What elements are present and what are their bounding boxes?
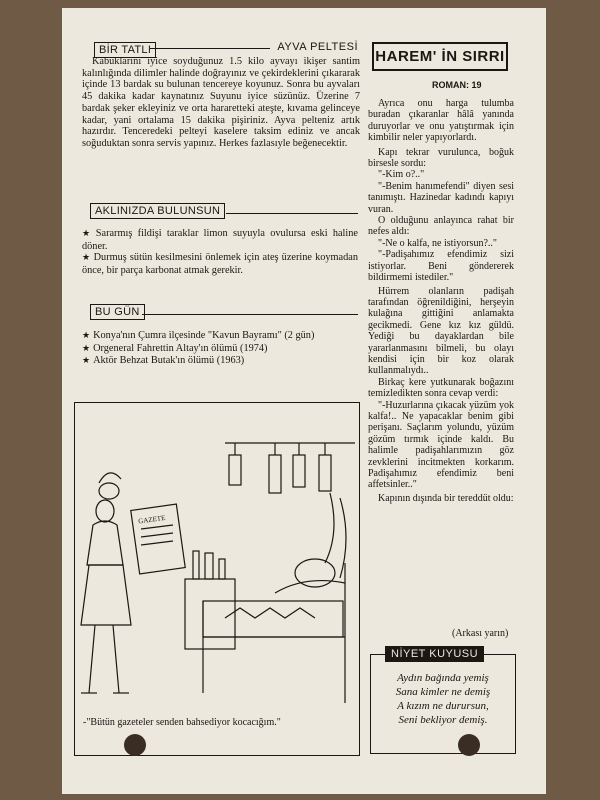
aklinizda-label: AKLINIZDA BULUNSUN: [90, 203, 225, 219]
aklinizda-list: [82, 228, 358, 277]
star-icon: ★: [82, 253, 91, 264]
serial-text: Ayrıca onu harga tulumba buradan çıkaranlar hâlâ yanında duruyorlar ve onu yatıştırmak için kimbilir neler yapıyorlardı. Kapı tekrar vurulunca, boğuk birsesle sordu: "-Kim o?.." "-Benim hanımefendi" diyen sesi tanımıştı. Hazinedar kadındı kapıyı vuran. O olduğunu anlayınca rahat bir nefes aldı: "-Ne o kalfa, ne istiyorsun?.." "-Padişahımız efendimiz sizi istiyorlar. Beni göndererek bildirmemi istediler." Hürrem olanların padişah tarafından öğrenildiğini, herşeyin kulağına gittiğini anlamakta gecikmedi. Gene kız kız güldü. Yediği bu dayaklardan bile yararlanmasını bilmeli, bu olayı kendisi için bir koz olarak kullanmalıydı.. Birkaç kere yutkunarak boğazını temizledikten sonra cevap verdi: "-Huzurlarına çıkacak yüzüm yok kalfa!.. Ne yapacaklar benim gibi perişanı. Saçlarım yolundu, yüzüm gözüm tırmık içinde kaldı. Bu halimle padişahlarımızın göz zevklerini incitmekten korkarım. Padişahımız efendimiz beni affetsinler.." Kapının dışında bir tereddüt oldu:: [368, 98, 514, 504]
list-item: ★ Sararmış fildişi taraklar limon suyuyla ovulursa eski haline döner.: [82, 228, 358, 252]
niyet-box: [370, 648, 516, 754]
list-item: ★ Durmuş sütün kesilmesini önlemek için ateş üzerine koymadan önce, bir parça karbonat atmak gerekir.: [82, 252, 358, 277]
star-icon: ★: [82, 331, 91, 341]
to-be-continued: (Arkası yarın): [452, 628, 509, 639]
tatli-label: BİR TATLI: [94, 42, 156, 58]
bugun-list: [82, 330, 358, 368]
roman-number: ROMAN: 19: [432, 80, 482, 90]
punch-hole: [124, 734, 146, 756]
bugun-label: BU GÜN: [90, 304, 145, 320]
serial-title: HAREM' İN SIRRI: [372, 42, 508, 71]
list-item: ★ Konya'nın Çumra ilçesinde "Kavun Bayramı" (2 gün): [82, 330, 315, 341]
niyet-poem: Aydın bağında yemiş Sana kimler ne demiş A kızım ne durursun, Seni bekliyor demiş.: [395, 672, 491, 726]
tatli-recipe: Kabuklarını iyice soyduğunuz 1.5 kilo ayvayı ikişer santim kalınlığında dilimler halinde doğrayınız ve çekirdeklerini çıkararak içinde 13 bardak su bulunan tencereye koyunuz. Sonra bu ayvaları 45 dakika kadar kaynatınız Suyunu iyice süzünüz. Üzerine 7 bardak şeker ekleyiniz ve orta hararetteki ateşte, kıvama gelinceye kadar, yani ortalama 15 dakika pişiriniz. Ayva pelteniz artık hazırdır. Tenceredeki pelteyi kaselere taksim ediniz ve ancak soğuduktan sonra servis yapınız. Herkes fazlasıyle beğenecektir.: [82, 56, 360, 149]
punch-hole: [458, 734, 480, 756]
svg-text:GAZETE: GAZETE: [137, 513, 166, 526]
list-item: ★ Orgeneral Fahrettin Altay'ın ölümü (1974): [82, 342, 268, 354]
cartoon-caption: -"Bütün gazeteler senden bahsediyor kocacığım.": [83, 717, 281, 728]
tatli-title: AYVA PELTESİ: [277, 41, 358, 53]
list-item: ★ Aktör Behzat Butak'ın ölümü (1963): [82, 355, 245, 367]
niyet-label: NİYET KUYUSU: [385, 646, 484, 662]
star-icon: ★: [82, 229, 93, 239]
star-icon: ★: [82, 343, 91, 354]
star-icon: ★: [82, 356, 91, 367]
cartoon-illustration: [75, 403, 359, 755]
cartoon-frame: [74, 402, 360, 756]
